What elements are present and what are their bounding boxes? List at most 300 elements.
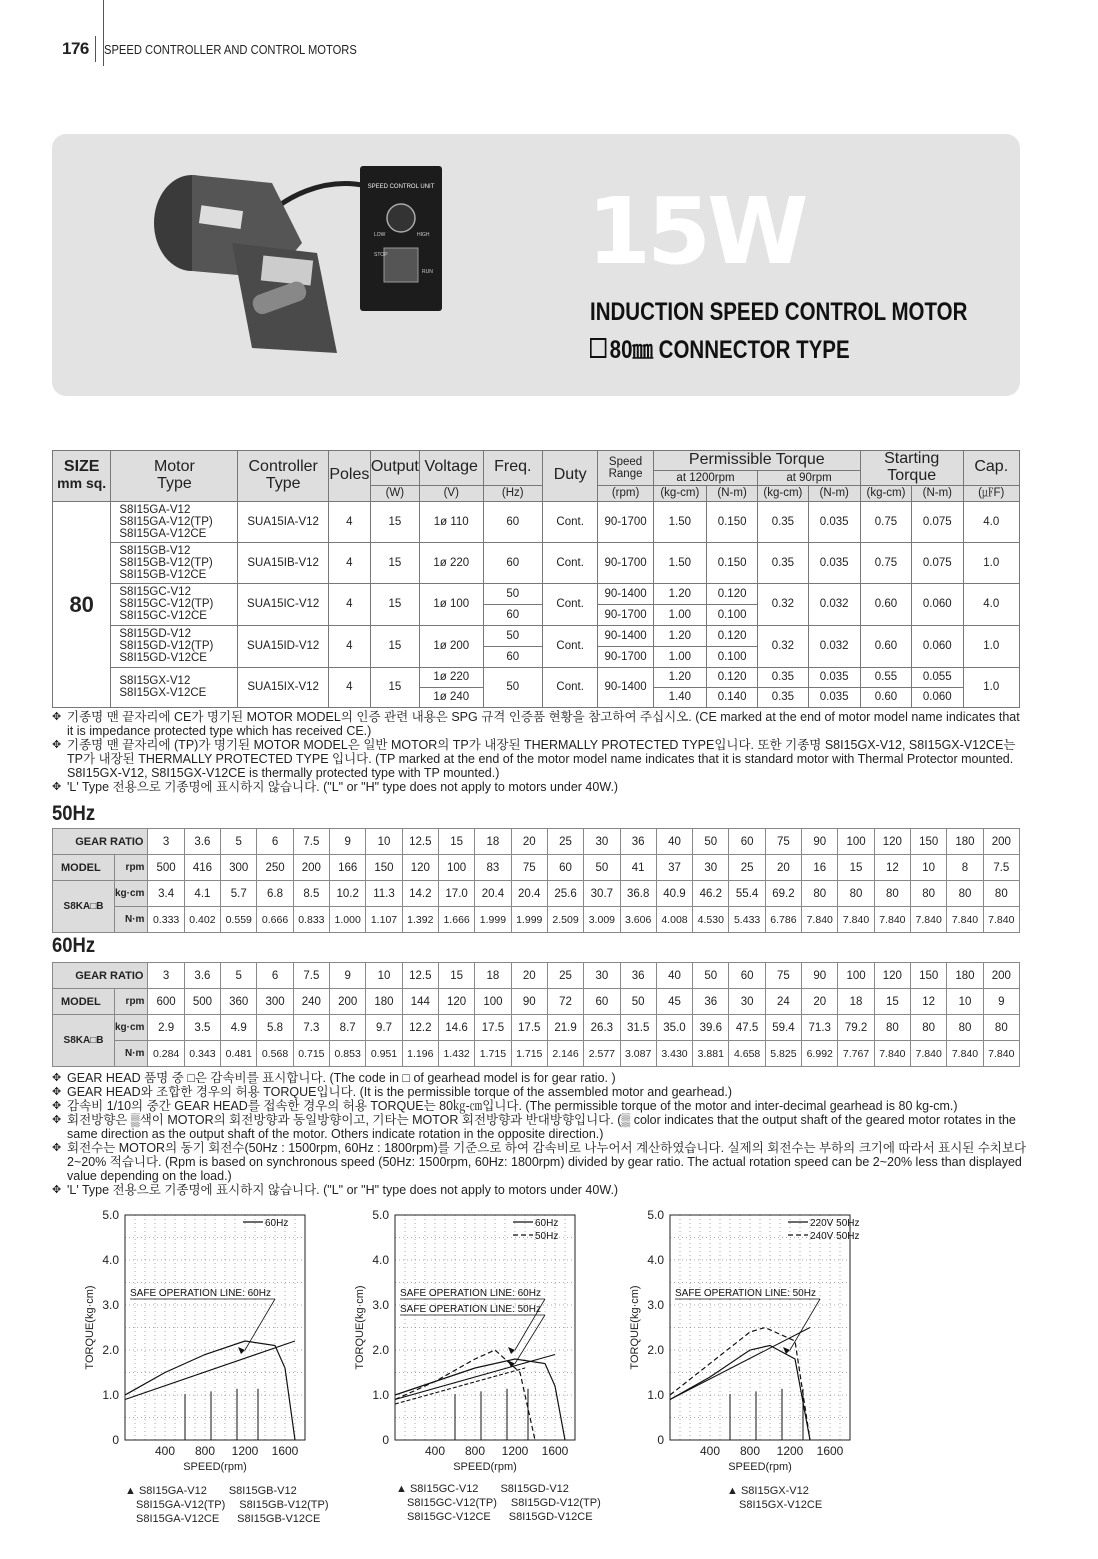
rpm-value: 12 [874,855,910,881]
model-name: S8I15GD-V12 [119,628,191,640]
rpm-value: 60 [547,855,583,881]
model-name: S8I15GA-V12 [119,503,191,516]
freq: 50 [483,583,542,604]
grid [670,1215,850,1440]
model-name: S8I15GD-V12CE [119,652,207,665]
gear-ratio-value: 150 [911,829,947,855]
torque-90-nm: 0.035 [808,501,860,542]
model-name: S8I15GX-V12CE [119,687,207,700]
nm-value: 0.833 [293,907,329,933]
legend-label: 60Hz [265,1218,289,1229]
freq: 60 [483,646,542,667]
gear-ratio-value: 15 [438,963,474,989]
nm-value: 1.432 [438,1041,474,1067]
gear-ratio-value: 36 [620,963,656,989]
capacitor: 1.0 [963,625,1020,667]
nm-row [53,1041,1020,1067]
x-tick-label: 400 [424,1444,446,1458]
gear-60hz-title: 60Hz [52,934,96,957]
gear-ratio-value: 3.6 [184,963,220,989]
unit-kgcm-1: (kg-cm) [653,485,706,501]
torque-90-nm: 0.032 [808,625,860,667]
nm-value: 3.087 [620,1041,656,1067]
rpm-value: 45 [656,989,692,1015]
controller-high-label: HIGH [417,232,430,238]
kgcm-value: 2.9 [148,1015,184,1041]
kgcm-value: 35.0 [656,1015,692,1041]
y-tick-label: 1.0 [102,1388,119,1402]
nm-label: N·m [115,907,148,933]
nm-value: 3.009 [584,907,620,933]
duty: Cont. [542,542,597,583]
rpm-value: 10 [911,855,947,881]
gear-ratio-row [53,963,1020,989]
y-tick-label: 1.0 [372,1388,389,1402]
nm-value: 7.840 [802,907,838,933]
model-name: S8I15GB-V12CE [119,568,207,581]
kgcm-value: 79.2 [838,1015,874,1041]
model-name: S8I15GC-V12CE [119,610,207,623]
arrow-icon [238,1347,245,1354]
poles: 4 [328,542,370,583]
nm-value: 7.840 [947,1041,983,1067]
nm-value: 7.840 [874,1041,910,1067]
x-tick-label: 1200 [231,1444,259,1458]
nm-value: 7.767 [838,1041,874,1067]
torque-1200-nm: 0.120 [706,625,757,646]
nm-value: 1.999 [511,907,547,933]
gear-ratio-value: 25 [547,829,583,855]
y-tick-label: 3.0 [647,1298,664,1312]
gearhead-model: S8KA□B [53,1015,115,1067]
gearhead-model: S8KA□B [53,881,115,933]
x-axis-label: SPEED(rpm) [183,1461,247,1473]
rpm-value: 166 [330,855,366,881]
torque-chart-2 [345,1205,615,1480]
note-item: ✥ GEAR HEAD 품명 중 □은 감속비를 표시합니다. (The code in □ of gearhead model is for gear ratio. ) [52,1071,1027,1085]
gear-ratio-value: 100 [838,963,874,989]
gear-50hz-title: 50Hz [52,802,96,825]
safe-line-annotation: SAFE OPERATION LINE: 60Hz [400,1288,541,1299]
model-name: S8I15GB-V12 [119,544,191,557]
chart-2-legend [396,1482,601,1524]
product-size-subtitle [590,330,850,366]
unit-uf: (㎌F) [963,485,1020,501]
nm-value: 4.658 [729,1041,765,1067]
legend-model: ▲ S8I15GX-V12 [727,1485,809,1497]
note-item: ✥ 회전수는 MOTOR의 동기 회전수(50Hz : 1500rpm, 60Hz : 1800rpm)를 기준으로 하여 감속비로 나누어서 계산하였습니다. 실제의 회전수는 부하의 크기에 따라서 표시된 수치보다 2~20% 적습니다. (Rpm is based on synchronous speed (50Hz: 1500rpm, 60Hz: 1800rpm) divided by gear ratio. The actual rotation speed can be 2~20% less than displayed value depending on the load.) [52,1141,1027,1183]
model-label: MODEL [53,989,115,1015]
col-permissible: Permissible Torque [653,451,860,471]
rpm-value: 50 [620,989,656,1015]
torque-90-kgcm: 0.32 [758,583,808,625]
rpm-value: 16 [802,855,838,881]
safe-operation-line [670,1328,810,1400]
y-tick-label: 0 [112,1433,119,1447]
nm-value: 7.840 [911,907,947,933]
torque-curve [395,1359,565,1440]
product-banner [52,134,1020,396]
rpm-value: 72 [547,989,583,1015]
torque-1200-kgcm: 1.50 [653,542,706,583]
gear-ratio-value: 3.6 [184,829,220,855]
torque-1200-nm: 0.150 [706,542,757,583]
kgcm-value: 11.3 [366,881,402,907]
legend-model: ▲ S8I15GA-V12 [125,1485,207,1497]
kgcm-value: 31.5 [620,1015,656,1041]
legend-model: S8I15GB-V12(TP) [239,1499,329,1511]
note-item: ✥ 'L' Type 전용으로 기종명에 표시하지 않습니다. ("L" or "H" type does not apply to motors under 40W.) [52,1183,1027,1197]
output: 15 [370,542,419,583]
x-tick-label: 400 [699,1444,721,1458]
gear-ratio-value: 18 [475,829,511,855]
kgcm-value: 6.8 [257,881,293,907]
nm-value: 0.402 [184,907,220,933]
gear-ratio-value: 50 [693,963,729,989]
rpm-value: 30 [729,989,765,1015]
nm-value: 0.951 [366,1041,402,1067]
nm-value: 7.840 [983,907,1019,933]
rpm-value: 144 [402,989,438,1015]
gear-ratio-value: 5 [221,829,257,855]
nm-row [53,907,1020,933]
kgcm-row [53,881,1020,907]
torque-1200-kgcm: 1.00 [653,604,706,625]
nm-value: 3.430 [656,1041,692,1067]
rpm-label: rpm [115,989,148,1015]
torque-chart-1-svg [75,1205,345,1475]
gear-ratio-value: 3 [148,829,184,855]
torque-90-nm: 0.035 [808,542,860,583]
gear-ratio-value: 40 [656,963,692,989]
legend-model: S8I15GB-V12CE [237,1513,321,1525]
page-header [62,36,398,62]
col-controller [238,451,328,502]
gear-ratio-value: 12.5 [402,829,438,855]
gear-ratio-value: 40 [656,829,692,855]
kgcm-value: 4.9 [221,1015,257,1041]
gear-ratio-value: 30 [584,963,620,989]
wattage-title: 15W [587,178,805,285]
rpm-value: 10 [947,989,983,1015]
nm-value: 0.666 [257,907,293,933]
output: 15 [370,667,419,707]
gear-ratio-value: 6 [257,829,293,855]
kgcm-value: 80 [838,881,874,907]
torque-90-kgcm: 0.35 [758,501,808,542]
rpm-value: 100 [438,855,474,881]
kgcm-label: kg·cm [115,1015,148,1041]
note-item: ✥ 감속비 1/10의 중간 GEAR HEAD를 접속한 경우의 허용 TORQUE는 80㎏-㎝입니다. (The permissible torque of the motor and inter-decimal gearhead is 80 kg-cm.) [52,1099,1027,1113]
y-tick-label: 2.0 [102,1343,119,1357]
size-text: 80㎜ CONNECTOR TYPE [609,336,850,364]
legend-model: S8I15GC-V12CE [407,1511,491,1523]
y-tick-label: 1.0 [647,1388,664,1402]
voltage: 1ø 100 [419,583,483,625]
unit-kgcm-3: (kg-cm) [860,485,911,501]
nm-value: 2.146 [547,1041,583,1067]
gear-ratio-value: 18 [475,963,511,989]
gear-ratio-value: 180 [947,963,983,989]
motor-photo [92,148,482,378]
controller-header-2: Type [265,474,301,492]
torque-90-kgcm: 0.35 [758,687,808,707]
x-tick-label: 1600 [816,1444,844,1458]
rpm-value: 300 [221,855,257,881]
legend-model: S8I15GA-V12CE [136,1513,220,1525]
kgcm-value: 20.4 [475,881,511,907]
motor-models [111,583,238,625]
gear-table-60hz [52,962,1020,1067]
table-row [53,625,1020,646]
motor-header: Motor [153,458,195,475]
table-row [53,501,1020,542]
rpm-value: 20 [765,855,801,881]
safe-line-annotation: SAFE OPERATION LINE: 60Hz [130,1288,271,1299]
kgcm-value: 80 [947,1015,983,1041]
kgcm-value: 80 [983,881,1019,907]
nm-value: 5.825 [765,1041,801,1067]
motor-models [111,625,238,667]
safe-operation-line [395,1355,555,1400]
model-name: S8I15GB-V12(TP) [119,556,213,569]
rpm-value: 240 [293,989,329,1015]
unit-rpm: (rpm) [598,485,653,501]
torque-chart-2-svg [345,1205,615,1475]
kgcm-value: 5.8 [257,1015,293,1041]
nm-value: 1.999 [475,907,511,933]
legend-model: S8I15GA-V12(TP) [136,1499,226,1511]
torque-90-kgcm: 0.35 [758,542,808,583]
page-number: 176 [62,39,89,58]
gear-ratio-value: 15 [438,829,474,855]
y-tick-label: 2.0 [647,1343,664,1357]
x-tick-label: 1200 [501,1444,529,1458]
kgcm-row [53,1015,1020,1041]
kgcm-value: 17.5 [475,1015,511,1041]
nm-value: 1.392 [402,907,438,933]
table-row [53,542,1020,583]
controller-stop-label: STOP [374,252,388,258]
nm-value: 1.000 [330,907,366,933]
gear-ratio-value: 7.5 [293,963,329,989]
kgcm-value: 80 [911,1015,947,1041]
torque-1200-kgcm: 1.20 [653,667,706,687]
gear-ratio-value: 180 [947,829,983,855]
note-item: ✥ 'L' Type 전용으로 기종명에 표시하지 않습니다. ("L" or "H" type does not apply to motors under 40W.) [52,780,1027,794]
rpm-value: 8 [947,855,983,881]
speed-knob-icon [387,204,415,232]
kgcm-value: 4.1 [184,881,220,907]
table-row [53,583,1020,604]
nm-value: 1.666 [438,907,474,933]
legend-model: S8I15GC-V12(TP) [407,1497,497,1509]
start-nm: 0.055 [912,667,963,687]
torque-1200-kgcm: 1.50 [653,501,706,542]
note-item: ✥ 회전방향은 ▒색이 MOTOR의 회전방향과 동일방향이고, 기타는 MOTOR 회전방향과 반대방향입니다. (▒ color indicates that the output shaft of the geared motor rotates in the same direction as the output shaft of the motor. Others indicate rotation in the opposite direction.) [52,1113,1027,1141]
nm-value: 3.881 [693,1041,729,1067]
speed-range: 90-1700 [598,501,653,542]
annotation-leader [515,1315,545,1364]
rpm-value: 15 [874,989,910,1015]
gear-ratio-value: 150 [911,963,947,989]
nm-value: 0.715 [293,1041,329,1067]
kgcm-value: 5.7 [221,881,257,907]
controller-label: SPEED CONTROL UNIT [367,184,435,190]
torque-1200-nm: 0.120 [706,583,757,604]
legend-label: 220V 50Hz [810,1218,860,1229]
torque-1200-nm: 0.150 [706,501,757,542]
grid [395,1215,575,1440]
kgcm-value: 59.4 [765,1015,801,1041]
rpm-value: 24 [765,989,801,1015]
controller-type: SUA15IX-V12 [238,667,328,707]
kgcm-value: 80 [983,1015,1019,1041]
x-tick-label: 800 [194,1444,216,1458]
rpm-value: 18 [838,989,874,1015]
nm-value: 0.284 [148,1041,184,1067]
rpm-value: 25 [729,855,765,881]
motor-models [111,501,238,542]
rpm-value: 60 [584,989,620,1015]
col-speed [598,451,653,486]
kgcm-value: 47.5 [729,1015,765,1041]
duty: Cont. [542,583,597,625]
nm-value: 3.606 [620,907,656,933]
rpm-value: 250 [257,855,293,881]
annotation-leader [790,1299,820,1350]
y-tick-label: 4.0 [102,1253,119,1267]
torque-1200-kgcm: 1.20 [653,625,706,646]
nm-value: 7.840 [983,1041,1019,1067]
legend-model: S8I15GD-V12(TP) [510,1497,601,1509]
header-title: SPEED CONTROLLER AND CONTROL MOTORS [103,41,357,57]
rpm-value: 75 [511,855,547,881]
y-tick-label: 0 [657,1433,664,1447]
poles: 4 [328,625,370,667]
gear-ratio-value: 200 [983,829,1019,855]
nm-value: 7.840 [911,1041,947,1067]
x-tick-label: 1600 [271,1444,299,1458]
safe-line-annotation: SAFE OPERATION LINE: 50Hz [400,1304,541,1315]
gear-ratio-value: 6 [257,963,293,989]
nm-value: 6.786 [765,907,801,933]
y-tick-label: 5.0 [372,1208,389,1222]
gear-ratio-value: 36 [620,829,656,855]
legend-label: 50Hz [535,1231,559,1242]
rpm-value: 20 [802,989,838,1015]
torque-1200-nm: 0.140 [706,687,757,707]
controller-type: SUA15ID-V12 [238,625,328,667]
gear-ratio-value: 75 [765,829,801,855]
kgcm-value: 9.7 [366,1015,402,1041]
col-size [53,451,111,502]
gear-table-50hz [52,828,1020,933]
controller-run-label: RUN [422,269,433,275]
poles: 4 [328,667,370,707]
rpm-value: 100 [475,989,511,1015]
poles: 4 [328,501,370,542]
start-nm: 0.060 [912,583,963,625]
speed-range: 90-1400 [598,583,653,604]
gear-ratio-value: 50 [693,829,729,855]
kgcm-value: 20.4 [511,881,547,907]
y-axis-label: TORQUE(kg·cm) [84,1285,96,1370]
start-nm: 0.060 [912,625,963,667]
x-tick-label: 400 [154,1444,176,1458]
kgcm-value: 3.4 [148,881,184,907]
nm-value: 7.840 [874,907,910,933]
header-separator [95,36,96,62]
run-stop-switch [384,248,418,282]
gear-ratio-label: GEAR RATIO [53,829,148,855]
gearhead-label [261,255,313,285]
gear-ratio-value: 60 [729,829,765,855]
rpm-value: 150 [366,855,402,881]
y-tick-label: 2.0 [372,1343,389,1357]
rpm-value: 500 [148,855,184,881]
capacitor: 1.0 [963,542,1020,583]
voltage: 1ø 110 [419,501,483,542]
nm-value: 6.992 [802,1041,838,1067]
gear-ratio-value: 3 [148,963,184,989]
rpm-value: 7.5 [983,855,1019,881]
gear-ratio-value: 200 [983,963,1019,989]
capacitor: 1.0 [963,667,1020,707]
y-tick-label: 0 [382,1433,389,1447]
speed-header: Speed [608,455,643,468]
torque-1200-nm: 0.100 [706,646,757,667]
col-output: Output [370,451,419,486]
freq: 60 [483,542,542,583]
x-axis-label: SPEED(rpm) [728,1461,792,1473]
gear-ratio-row [53,829,1020,855]
freq: 50 [483,625,542,646]
rpm-value: 120 [438,989,474,1015]
legend-model: ▲ S8I15GC-V12 [396,1483,479,1495]
nm-value: 4.530 [693,907,729,933]
kgcm-value: 10.2 [330,881,366,907]
start-nm: 0.075 [912,501,963,542]
voltage: 1ø 240 [419,687,483,707]
motor-header-2: Type [157,474,192,492]
y-tick-label: 5.0 [647,1208,664,1222]
col-90: at 90rpm [758,471,861,485]
nm-value: 0.343 [184,1041,220,1067]
y-tick-label: 4.0 [647,1253,664,1267]
note-item: ✥ 기종명 맨 끝자리에 CE가 명기된 MOTOR MODEL의 인증 관련 내용은 SPG 규격 인증품 현황을 참고하여 주십시오. (CE marked at the end of motor model name indicates that it is impedance protected type which has received CE.) [52,710,1027,738]
table-row [53,667,1020,687]
kgcm-value: 39.6 [693,1015,729,1041]
speed-range: 90-1700 [598,604,653,625]
rpm-value: 9 [983,989,1019,1015]
start-kgcm: 0.55 [860,667,911,687]
rpm-value: 360 [221,989,257,1015]
chart-1-legend [125,1484,329,1526]
model-name: S8I15GC-V12(TP) [119,598,214,611]
gear-ratio-value: 100 [838,829,874,855]
speed-range: 90-1700 [598,646,653,667]
kgcm-value: 71.3 [802,1015,838,1041]
model-name: S8I15GD-V12(TP) [119,640,214,653]
start-kgcm: 0.75 [860,542,911,583]
duty: Cont. [542,501,597,542]
gear-ratio-value: 25 [547,963,583,989]
spec-notes [52,710,1027,794]
nm-value: 2.577 [584,1041,620,1067]
legend-label: 60Hz [535,1218,559,1229]
torque-90-nm: 0.035 [808,667,860,687]
